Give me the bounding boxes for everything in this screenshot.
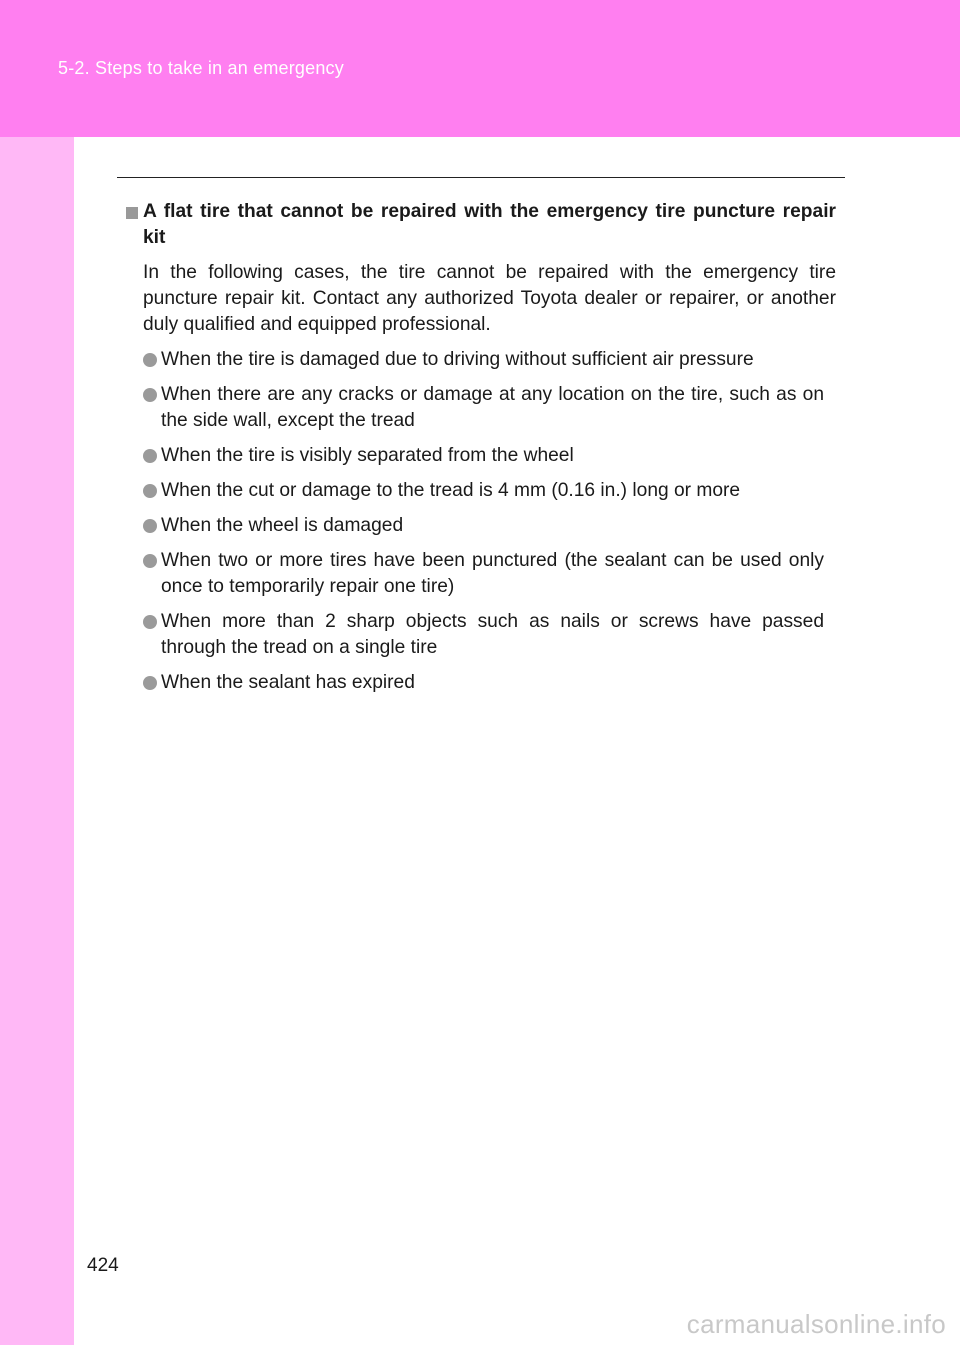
list-item-text: When the sealant has expired: [161, 672, 415, 693]
circle-bullet-icon: [143, 449, 157, 463]
list-item-text: When there are any cracks or damage at any location on the tire, such as on the side wall, except the tread: [161, 384, 824, 431]
list-item: [143, 670, 836, 696]
header-band: [0, 0, 960, 137]
circle-bullet-icon: [143, 676, 157, 690]
page-number: 424: [87, 1255, 119, 1276]
list-item-text: When two or more tires have been punctured (the sealant can be used only once to temporarily repair one tire): [161, 550, 824, 597]
circle-bullet-icon: [143, 615, 157, 629]
list-item-text: When the cut or damage to the tread is 4 mm (0.16 in.) long or more: [161, 480, 741, 501]
list-item: [143, 609, 836, 661]
circle-bullet-icon: [143, 388, 157, 402]
list-item: [143, 347, 836, 373]
circle-bullet-icon: [143, 484, 157, 498]
watermark: carmanualsonline.info: [686, 1309, 946, 1339]
section-divider: [117, 177, 845, 178]
intro-paragraph: In the following cases, the tire cannot be repaired with the emergency tire puncture repair kit. Contact any authorized Toyota dealer or repairer, or another duly qualified and equipped professional.: [143, 262, 836, 335]
condition-list: [143, 347, 836, 696]
main-content: [126, 199, 836, 705]
list-item-text: When the wheel is damaged: [161, 515, 404, 536]
circle-bullet-icon: [143, 353, 157, 367]
list-item: [143, 443, 836, 469]
list-item-text: When more than 2 sharp objects such as nails or screws have passed through the tread on a single tire: [161, 611, 824, 658]
section-label: 5-2. Steps to take in an emergency: [58, 58, 344, 78]
side-band: [0, 137, 74, 1345]
square-bullet-icon: [126, 207, 138, 219]
list-item-text: When the tire is damaged due to driving without sufficient air pressure: [161, 349, 754, 370]
list-item: [143, 513, 836, 539]
section-heading-text: A flat tire that cannot be repaired with the emergency tire puncture repair kit: [143, 201, 836, 248]
list-item: [143, 478, 836, 504]
section-heading: [126, 199, 836, 251]
circle-bullet-icon: [143, 554, 157, 568]
circle-bullet-icon: [143, 519, 157, 533]
list-item: [143, 382, 836, 434]
list-item-text: When the tire is visibly separated from the wheel: [161, 445, 574, 466]
list-item: [143, 548, 836, 600]
